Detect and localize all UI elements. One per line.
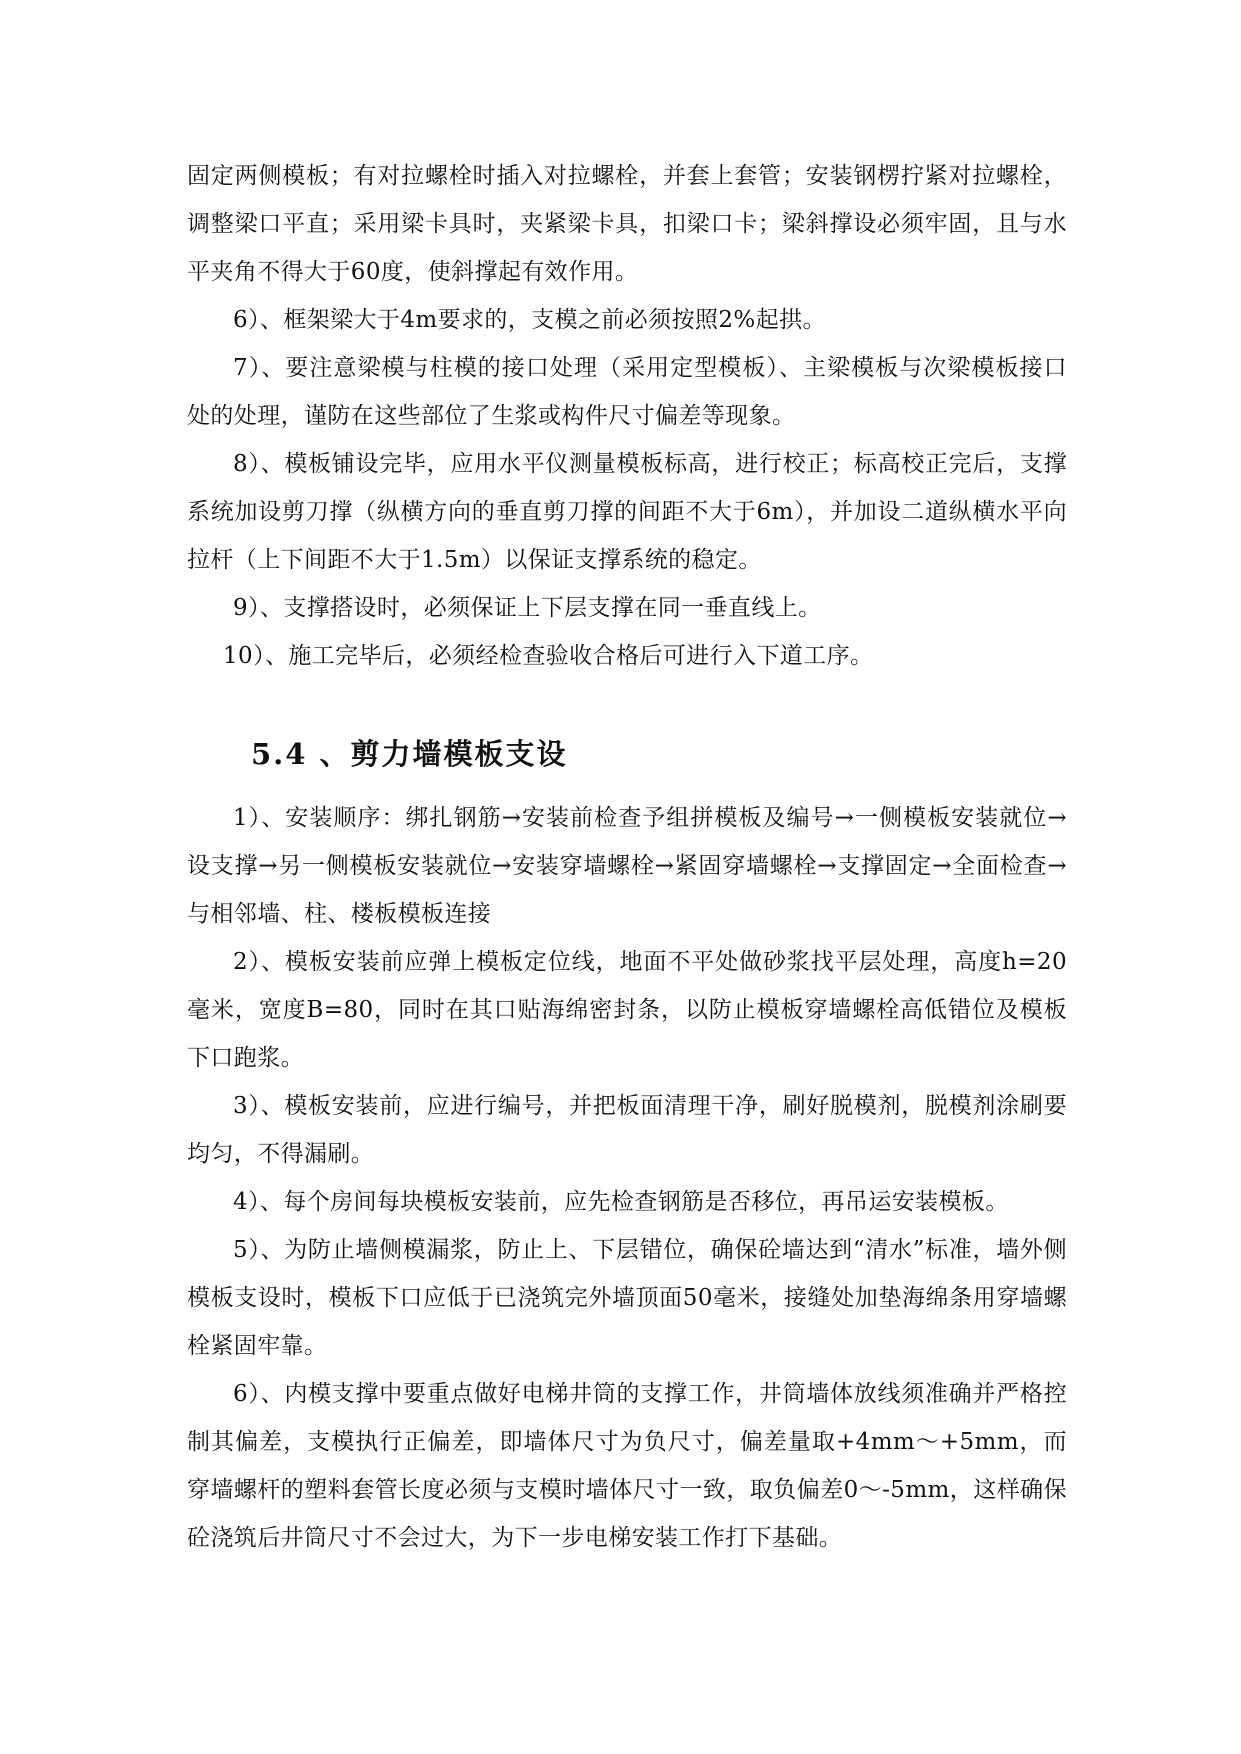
wall-item-4: 4）、每个房间每块模板安装前，应先检查钢筋是否移位，再吊运安装模板。 — [233, 1189, 1009, 1215]
section-heading: 5.4 、剪力墙模板支设 — [251, 737, 568, 771]
beam-item-9: 9）、支撑搭设时，必须保证上下层支撑在同一垂直线上。 — [233, 595, 822, 621]
beam-item-8: 8）、模板铺设完毕，应用水平仪测量模板标高，进行校正；标高校正完后，支撑系统加设剪刀撑（纵横方向的垂直剪刀撑的间距不大于6m），并加设二道纵横水平向拉杆（上下间距不大于1.5m）以保证支撑系统的稳定。 — [187, 451, 1067, 573]
page-content — [187, 152, 1067, 1562]
wall-item-1: 1）、安装顺序：绑扎钢筋→安装前检查予组拼模板及编号→一侧模板安装就位→设支撑→另一侧模板安装就位→安装穿墙螺栓→紧固穿墙螺栓→支撑固定→全面检查→与相邻墙、柱、楼板模板连接 — [187, 805, 1067, 927]
wall-item-3: 3）、模板安装前，应进行编号，并把板面清理干净，刷好脱模剂，脱模剂涂刷要均匀，不得漏刷。 — [187, 1093, 1067, 1167]
beam-item-7: 7）、要注意梁模与柱模的接口处理（采用定型模板）、主梁模板与次梁模板接口处的处理，谨防在这些部位了生浆或构件尺寸偏差等现象。 — [187, 355, 1067, 429]
beam-item-10: 10）、施工完毕后，必须经检查验收合格后可进行入下道工序。 — [223, 643, 874, 669]
wall-item-6: 6）、内模支撑中要重点做好电梯井筒的支撑工作，井筒墙体放线须准确并严格控制其偏差，支模执行正偏差，即墙体尺寸为负尺寸，偏差量取+4mm～+5mm，而穿墙螺杆的塑料套管长度必须与支模时墙体尺寸一致，取负偏差0～-5mm，这样确保砼浇筑后井筒尺寸不会过大，为下一步电梯安装工作打下基础。 — [187, 1381, 1067, 1551]
beam-item-6: 6）、框架梁大于4m要求的，支模之前必须按照2%起拱。 — [233, 307, 826, 333]
wall-item-2: 2）、模板安装前应弹上模板定位线，地面不平处做砂浆找平层处理，高度h=20毫米，宽度B=80，同时在其口贴海绵密封条，以防止模板穿墙螺栓高低错位及模板下口跑浆。 — [187, 949, 1067, 1071]
continued-paragraph: 固定两侧模板；有对拉螺栓时插入对拉螺栓，并套上套管；安装钢楞拧紧对拉螺栓，调整梁口平直；采用梁卡具时，夹紧梁卡具，扣梁口卡；梁斜撑设必须牢固，且与水平夹角不得大于60度，使斜撑起有效作用。 — [187, 163, 1067, 285]
wall-item-5: 5）、为防止墙侧模漏浆，防止上、下层错位，确保砼墙达到“清水”标准，墙外侧模板支设时，模板下口应低于已浇筑完外墙顶面50毫米，接缝处加垫海绵条用穿墙螺栓紧固牢靠。 — [187, 1237, 1067, 1359]
